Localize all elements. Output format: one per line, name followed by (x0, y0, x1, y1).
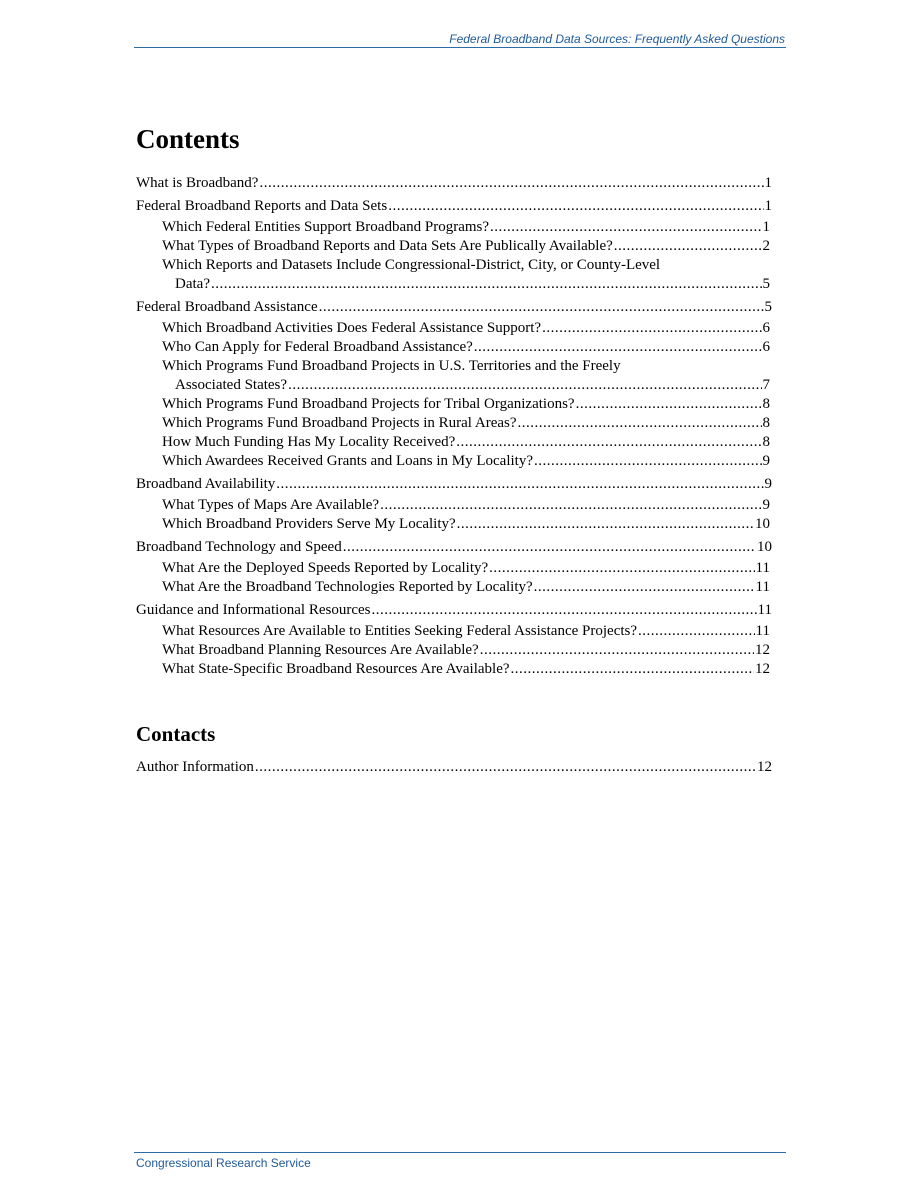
toc-entry-title: Which Reports and Datasets Include Congressional-District, City, or County-Level (162, 257, 661, 273)
toc-entry-title: Which Awardees Received Grants and Loans in My Locality? (162, 453, 534, 469)
dot-leader (474, 338, 762, 357)
toc-entry-title: Who Can Apply for Federal Broadband Assistance? (162, 339, 473, 355)
toc-entry-title: What Types of Maps Are Available? (162, 497, 380, 513)
contacts-heading: Contacts (136, 722, 216, 746)
dot-leader (638, 622, 755, 641)
toc-page-number: 9 (762, 453, 770, 469)
toc-entry-title: What Are the Broadband Technologies Reported by Locality? (162, 579, 533, 595)
toc-entry[interactable] (136, 298, 784, 317)
toc-entry[interactable] (136, 237, 784, 256)
toc-entry[interactable] (136, 622, 784, 641)
toc-page-number: 9 (762, 497, 770, 513)
toc-entry[interactable] (136, 496, 784, 515)
toc-entry-title: What Types of Broadband Reports and Data Sets Are Publically Available? (162, 238, 613, 254)
toc-entry-title: What Resources Are Available to Entities Seeking Federal Assistance Projects? (162, 623, 638, 639)
dot-leader (255, 758, 756, 777)
toc-entry[interactable] (136, 660, 784, 679)
toc-page-number: 8 (762, 434, 770, 450)
contents-heading: Contents (136, 124, 240, 154)
dot-leader (534, 452, 761, 471)
toc-entry-title: What Are the Deployed Speeds Reported by Locality? (162, 560, 489, 576)
running-header-title: Federal Broadband Data Sources: Frequently Asked Questions (449, 32, 785, 46)
toc-page-number: 7 (762, 377, 770, 393)
toc-entry-title: Which Federal Entities Support Broadband Programs? (162, 219, 490, 235)
toc-page-number: 9 (764, 476, 772, 492)
dot-leader (480, 641, 754, 660)
toc-entry-title-continued: Associated States? (175, 377, 288, 393)
toc-entry[interactable] (136, 218, 784, 237)
dot-leader (534, 578, 755, 597)
dot-leader (576, 395, 762, 414)
toc-page-number: 5 (764, 299, 772, 315)
dot-leader (388, 197, 763, 216)
footer-source: Congressional Research Service (136, 1156, 311, 1170)
toc-page-number: 11 (757, 602, 772, 618)
dot-leader (211, 275, 762, 294)
toc-page-number: 1 (764, 175, 772, 191)
dot-leader (542, 319, 761, 338)
toc-entry[interactable] (136, 758, 784, 777)
toc-page-number: 10 (755, 516, 770, 532)
dot-leader (276, 475, 763, 494)
toc-entry[interactable] (136, 559, 784, 578)
toc-entry-title: Which Broadband Providers Serve My Locality? (162, 516, 456, 532)
toc-page-number: 6 (762, 339, 770, 355)
toc-entry-title: What Broadband Planning Resources Are Available? (162, 642, 479, 658)
toc-page-number: 1 (764, 198, 772, 214)
toc-entry-title: Author Information (136, 759, 254, 775)
dot-leader (380, 496, 761, 515)
toc-page-number: 1 (762, 219, 770, 235)
toc-page-number: 10 (757, 539, 772, 555)
contacts-list (136, 758, 784, 777)
toc-entry-title: Which Programs Fund Broadband Projects in U.S. Territories and the Freely (162, 358, 621, 374)
dot-leader (490, 218, 761, 237)
toc-entry[interactable] (136, 357, 784, 395)
dot-leader (457, 515, 754, 534)
toc-page-number: 5 (762, 276, 770, 292)
toc-entry[interactable] (136, 641, 784, 660)
dot-leader (372, 601, 757, 620)
toc-entry-title: Guidance and Informational Resources (136, 602, 371, 618)
dot-leader (319, 298, 764, 317)
toc-entry[interactable] (136, 395, 784, 414)
dot-leader (614, 237, 762, 256)
page-footer (134, 1152, 786, 1170)
toc-entry-title: Which Programs Fund Broadband Projects for Tribal Organizations? (162, 396, 575, 412)
toc-entry[interactable] (136, 338, 784, 357)
toc-entry-title: Federal Broadband Reports and Data Sets (136, 198, 388, 214)
toc-entry[interactable] (136, 538, 784, 557)
toc-entry[interactable] (136, 433, 784, 452)
toc-entry-title-continued: Data? (175, 276, 210, 292)
toc-entry-title: What is Broadband? (136, 175, 259, 191)
toc-entry[interactable] (136, 578, 784, 597)
toc-page-number: 12 (755, 661, 770, 677)
toc-entry[interactable] (136, 319, 784, 338)
toc-entry-title: Broadband Technology and Speed (136, 539, 342, 555)
toc-page-number: 8 (762, 396, 770, 412)
toc-page-number: 12 (755, 642, 770, 658)
page-header (134, 32, 786, 48)
toc-page-number: 8 (762, 415, 770, 431)
toc-entry-title: Which Broadband Activities Does Federal Assistance Support? (162, 320, 542, 336)
toc-page-number: 12 (757, 759, 772, 775)
toc-entry-title: Federal Broadband Assistance (136, 299, 318, 315)
toc-entry[interactable] (136, 452, 784, 471)
table-of-contents (136, 174, 784, 679)
dot-leader (489, 559, 754, 578)
toc-entry[interactable] (136, 174, 784, 193)
toc-entry-title: How Much Funding Has My Locality Received? (162, 434, 456, 450)
toc-entry[interactable] (136, 256, 784, 294)
toc-entry[interactable] (136, 475, 784, 494)
dot-leader (288, 376, 761, 395)
toc-entry[interactable] (136, 601, 784, 620)
toc-page-number: 11 (755, 560, 770, 576)
toc-entry-title: What State-Specific Broadband Resources Are Available? (162, 661, 510, 677)
toc-page-number: 6 (762, 320, 770, 336)
toc-entry[interactable] (136, 414, 784, 433)
dot-leader (518, 414, 762, 433)
toc-entry[interactable] (136, 515, 784, 534)
dot-leader (343, 538, 756, 557)
toc-page-number: 2 (762, 238, 770, 254)
dot-leader (511, 660, 754, 679)
toc-page-number: 11 (755, 579, 770, 595)
toc-entry[interactable] (136, 197, 784, 216)
dot-leader (456, 433, 761, 452)
dot-leader (259, 174, 763, 193)
toc-entry-title: Which Programs Fund Broadband Projects in Rural Areas? (162, 415, 517, 431)
toc-page-number: 11 (755, 623, 770, 639)
toc-entry-title: Broadband Availability (136, 476, 276, 492)
